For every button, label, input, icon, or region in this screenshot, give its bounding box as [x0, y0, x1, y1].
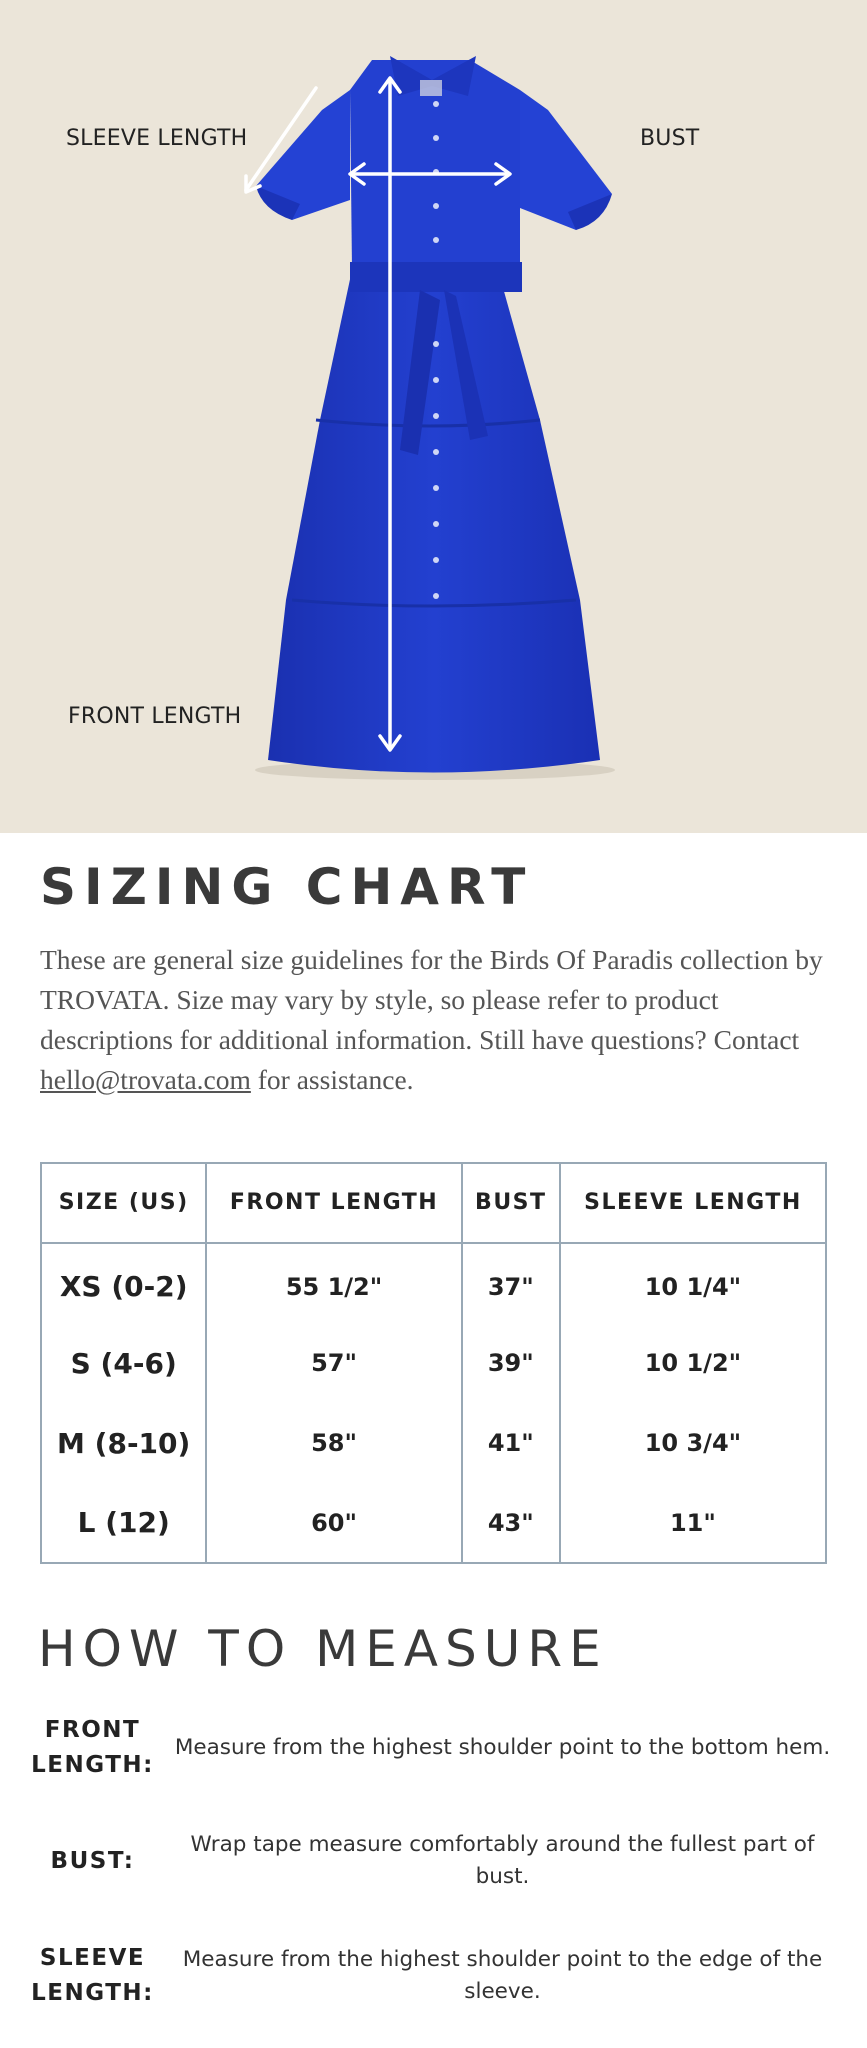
front-length-cell: 58" [206, 1403, 461, 1483]
bust-cell: 37" [462, 1243, 560, 1323]
size-table-header-row [41, 1163, 826, 1243]
measure-term: SLEEVE LENGTH: [31, 1945, 154, 2006]
size-cell: S (4-6) [70, 1346, 177, 1380]
measure-item-bust [30, 1825, 840, 1897]
sleeve-length-label: SLEEVE LENGTH [66, 126, 248, 151]
size-cell: M (8-10) [57, 1426, 191, 1460]
size-cell: L (12) [77, 1506, 170, 1539]
measure-item-front-length [30, 1712, 840, 1784]
header-bust: BUST [462, 1163, 560, 1243]
table-row [41, 1483, 826, 1563]
measure-description: Measure from the highest shoulder point to the bottom hem. [174, 1735, 831, 1760]
measure-description: Measure from the highest shoulder point to the edge of the sleeve. [182, 1947, 823, 2004]
sizing-intro [40, 940, 840, 1100]
bust-label: BUST [640, 126, 700, 151]
measure-term: FRONT LENGTH: [31, 1717, 154, 1778]
intro-suffix: for assistance. [250, 1064, 414, 1095]
sleeve-length-cell: 10 1/4" [560, 1243, 826, 1323]
header-front-length: FRONT LENGTH [206, 1163, 461, 1243]
header-sleeve-length: SLEEVE LENGTH [560, 1163, 826, 1243]
table-row [41, 1243, 826, 1323]
front-length-cell: 57" [206, 1323, 461, 1403]
bust-cell: 43" [462, 1483, 560, 1563]
size-table [40, 1162, 827, 1564]
sleeve-length-cell: 10 3/4" [560, 1403, 826, 1483]
measure-term: BUST: [50, 1847, 135, 1874]
front-length-label: FRONT LENGTH [68, 704, 242, 729]
front-length-cell: 60" [206, 1483, 461, 1563]
sizing-chart-title: SIZING CHART [40, 858, 534, 916]
intro-text: These are general size guidelines for the Birds Of Paradis collection by TROVATA. Size may vary by style, so please refer to product descriptions for additional information. Still have questions? Contact [40, 944, 823, 1055]
bust-cell: 39" [462, 1323, 560, 1403]
bust-cell: 41" [462, 1403, 560, 1483]
front-length-cell: 55 1/2" [206, 1243, 461, 1323]
size-cell: XS (0-2) [59, 1270, 188, 1303]
dress-belt [350, 262, 522, 292]
sleeve-length-cell: 10 1/2" [560, 1323, 826, 1403]
header-size: SIZE (US) [41, 1163, 206, 1243]
sleeve-length-cell: 11" [560, 1483, 826, 1563]
table-row [41, 1403, 826, 1483]
contact-email-link[interactable]: hello@trovata.com [40, 1064, 251, 1095]
dress-illustration-panel [0, 0, 867, 833]
measure-description: Wrap tape measure comfortably around the fullest part of bust. [190, 1832, 815, 1889]
measure-item-sleeve-length [30, 1940, 840, 2012]
how-to-measure-title: HOW TO MEASURE [38, 1620, 608, 1678]
table-row [41, 1323, 826, 1403]
